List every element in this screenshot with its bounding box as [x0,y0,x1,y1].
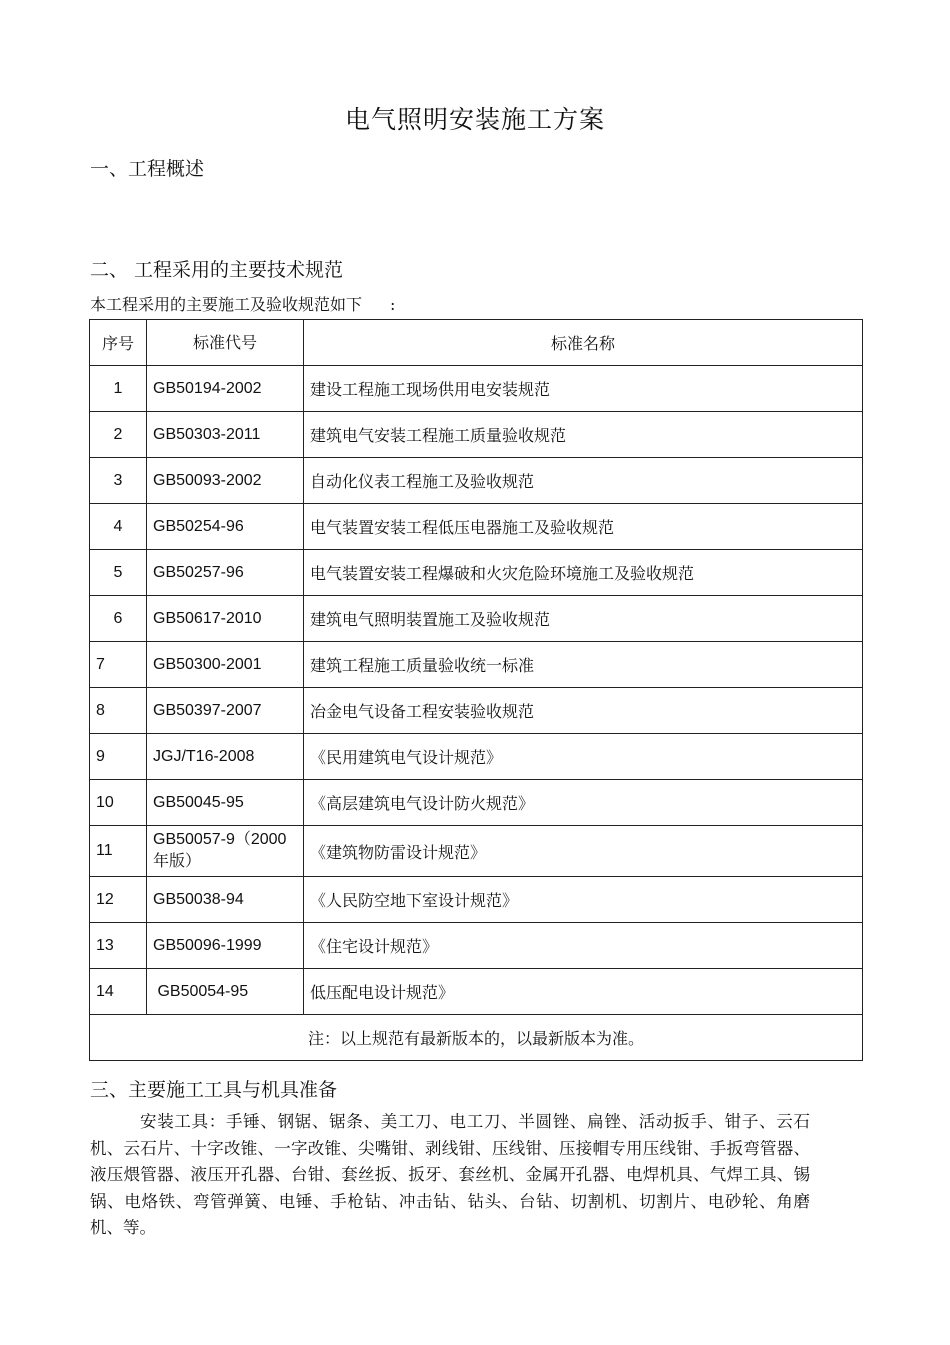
table-header-row [90,320,863,366]
table-row [90,366,863,412]
row-name: 建筑电气安装工程施工质量验收规范 [304,412,863,458]
row-name: 建设工程施工现场供用电安装规范 [304,366,863,412]
row-code: GB50254-96 [147,504,304,550]
table-row [90,642,863,688]
table-row [90,969,863,1015]
row-name: 低压配电设计规范》 [304,969,863,1015]
table-row [90,504,863,550]
row-name: 《建筑物防雷设计规范》 [304,826,863,877]
row-code: GB50038-94 [147,877,304,923]
row-no: 8 [90,688,147,734]
row-no: 5 [90,550,147,596]
row-no: 2 [90,412,147,458]
table-row [90,826,863,877]
row-code: GB50093-2002 [147,458,304,504]
standards-intro [90,292,395,315]
row-name: 《高层建筑电气设计防火规范》 [304,780,863,826]
header-name: 标准名称 [304,320,863,366]
row-code: GB50617-2010 [147,596,304,642]
row-no: 1 [90,366,147,412]
row-no: 6 [90,596,147,642]
table-row [90,412,863,458]
row-code: GB50300-2001 [147,642,304,688]
row-name: 自动化仪表工程施工及验收规范 [304,458,863,504]
row-no: 7 [90,642,147,688]
row-name: 冶金电气设备工程安装验收规范 [304,688,863,734]
table-note-row [90,1015,863,1061]
row-name: 电气装置安装工程爆破和火灾危险环境施工及验收规范 [304,550,863,596]
row-code: GB50194-2002 [147,366,304,412]
row-code: JGJ/T16-2008 [147,734,304,780]
row-no: 4 [90,504,147,550]
table-row [90,458,863,504]
row-code: GB50096-1999 [147,923,304,969]
standards-table [89,319,863,1061]
row-no: 12 [90,877,147,923]
table-row [90,596,863,642]
header-code: 标准代号 [147,320,304,366]
document-title: 电气照明安装施工方案 [344,105,605,134]
row-name: 《住宅设计规范》 [304,923,863,969]
table-row [90,550,863,596]
row-no: 14 [90,969,147,1015]
row-no: 10 [90,780,147,826]
row-no: 13 [90,923,147,969]
row-no: 3 [90,458,147,504]
table-note: 注：以上规范有最新版本的，以最新版本为准。 [90,1015,863,1061]
header-no: 序号 [90,320,147,366]
row-name: 《民用建筑电气设计规范》 [304,734,863,780]
section-heading-tools: 三、主要施工工具与机具准备 [90,1079,338,1101]
table-row [90,877,863,923]
row-name: 电气装置安装工程低压电器施工及验收规范 [304,504,863,550]
row-name: 建筑工程施工质量验收统一标准 [304,642,863,688]
table-row [90,923,863,969]
row-code: GB50054-95 [147,969,304,1015]
row-no: 11 [90,826,147,877]
intro-colon: : [390,295,396,314]
tools-paragraph: 安装工具：手锤、钢锯、锯条、美工刀、电工刀、半圆锉、扁锉、活动扳手、钳子、云石机、云石片、十字改锥、一字改锥、尖嘴钳、剥线钳、压线钳、压接帽专用压线钳、手扳弯管器、液压煨管器、液压开孔器、台钳、套丝扳、扳牙、套丝机、金属开孔器、电焊机具、气焊工具、锡锅、电烙铁、弯管弹簧、电锤、手枪钻、冲击钻、钻头、台钻、切割机、切割片、电砂轮、角磨机、等。 [90,1112,810,1237]
row-code: GB50257-96 [147,550,304,596]
row-name: 建筑电气照明装置施工及验收规范 [304,596,863,642]
row-no: 9 [90,734,147,780]
table-row [90,780,863,826]
section-heading-overview: 一、工程概述 [90,158,205,180]
row-code: GB50303-2011 [147,412,304,458]
section-heading-standards: 二、 工程采用的主要技术规范 [90,259,344,281]
intro-text: 本工程采用的主要施工及验收规范如下 [90,295,363,314]
table-row [90,688,863,734]
row-code: GB50045-95 [147,780,304,826]
table-row [90,734,863,780]
row-code: GB50397-2007 [147,688,304,734]
row-code: GB50057-9（2000年版） [147,826,304,877]
row-name: 《人民防空地下室设计规范》 [304,877,863,923]
